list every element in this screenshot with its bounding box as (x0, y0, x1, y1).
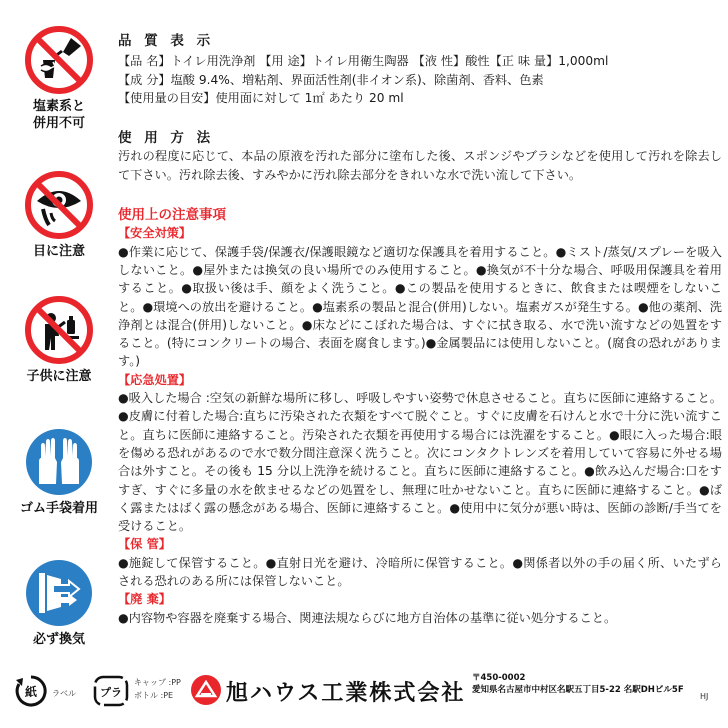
svg-text:紙: 紙 (24, 685, 38, 699)
rubber-gloves-block (0, 428, 118, 517)
child-caution-block (0, 296, 118, 385)
quality-line-2: 【成 分】塩酸 9.4%、増粘剤、界面活性剤(非イオン系)、除菌剤、香料、色素 (118, 72, 544, 87)
child-caution-label: 子供に注意 (26, 369, 92, 384)
quality-line-3: 【使用量の目安】使用面に対して 1㎡ あたり 20 ml (118, 90, 404, 105)
paper-label: ラベル (52, 689, 76, 698)
rubber-gloves-icon (25, 428, 93, 496)
storage-title: 【保 管】 (118, 537, 171, 552)
eye-caution-block (0, 171, 118, 260)
usage-title: 使 用 方 法 (118, 130, 215, 147)
company-logo-icon (190, 674, 222, 706)
ventilation-label: 必ず換気 (32, 632, 85, 647)
usage-text: 汚れの程度に応じて、本品の原液を汚れた部分に塗布した後、スポンジやブラシなどを使用して汚れを除去して下さい。汚れ除去後、すみやかに汚れ除去部分をきれいな水で洗い流して下さい。 (118, 149, 722, 182)
quality-line-1: 【品 名】トイレ用洗浄剤 【用 途】トイレ用衛生陶器 【液 性】酸性【正 味 量】1,000ml (118, 54, 609, 69)
safety-text: ●作業に応じて、保護手袋/保護衣/保護眼鏡など適切な保護具を着用すること。●ミスト/蒸気/スプレーを吸入しないこと。●屋外または換気の良い場所でのみ使用すること。●換気が不十分な場合、呼吸用保護具を着用すること。●取扱い後は手、顔をよく洗うこと。●この製品を使用するときに、飲食または喫煙をしないこと。●環境への放出を避けること。●塩素系の製品と混合(併用)しない。塩素ガスが発生する。●他の薬剤、洗浄剤とは混合(併用)しないこと。●床などにこぼれた場合は、すぐに拭き取る、水で洗い流すなどの処置をすること。(特にコンクリートの場合、表面を腐食します。)●金属製品には使用しないこと。(腐食の恐れがあります。) (118, 244, 722, 369)
paper-recycle-icon (14, 674, 48, 708)
ventilation-block (0, 559, 118, 648)
ventilation-icon (25, 559, 93, 627)
emergency-title: 【応急処置】 (118, 372, 192, 387)
disposal-title: 【廃 棄】 (118, 592, 171, 607)
safety-title: 【安全対策】 (118, 226, 192, 241)
storage-text: ●施錠して保管すること。●直射日光を避け、冷暗所に保管すること。●関係者以外の手の届く所、いたずらされる恐れのある所には保管しないこと。 (118, 555, 722, 589)
eye-caution-label: 目に注意 (32, 244, 85, 259)
quality-title: 品 質 表 示 (118, 33, 215, 49)
disposal-text: ●内容物や容器を廃棄する場合、関連法規ならびに地方自治体の基準に従い処分すること。 (118, 610, 617, 625)
cap-material: キャップ :PP (134, 678, 181, 687)
product-code: HJ (700, 692, 709, 701)
no-chlorine-mix-block (0, 26, 118, 132)
label-text-area (118, 0, 722, 627)
company-address (472, 672, 684, 696)
no-chlorine-mix-icon (25, 26, 93, 94)
emergency-text: ●吸入した場合 :空気の新鮮な場所に移し、呼吸しやすい姿勢で休息させること。直ちに医師に連絡すること。●皮膚に付着した場合:直ちに汚染された衣類をすべて脱ぐこと。すぐに皮膚を石けんと水で十分に洗い流すこと。直ちに医師に連絡すること。汚染された衣類を再使用する場合には洗濯をすること。●眼に入った場合:眼を傷める恐れがあるので水で数分間注意深く洗うこと。次にコンタクトレンズを着用していて容易に外せる場合は外すこと。その後も 15 分以上洗浄を続けること。直ちに医師に連絡すること。●飲み込んだ場合:口をすすぎ、すぐに多量の水を飲ませるなどの処置をし、無理に吐かせないこと。直ちに医師に連絡すること。●ばく露またはばく露の懸念がある場合、医師に連絡すること。●使用中に気分が悪い時は、医師の診断/手当てを受けること。 (118, 391, 722, 534)
child-caution-icon (25, 296, 93, 364)
address-line: 愛知県名古屋市中村区名駅五丁目5-22 名駅DHビル5F (472, 685, 684, 695)
cautions-title: 使用上の注意事項 (118, 207, 226, 224)
plastic-recycle-icon (92, 674, 130, 708)
company-name: 旭ハウス工業株式会社 (226, 681, 466, 706)
bottle-material: ボトル :PE (134, 691, 174, 700)
postal-code: 〒450-0002 (472, 673, 526, 683)
svg-text:プラ: プラ (100, 686, 122, 699)
eye-caution-icon (25, 171, 93, 239)
rubber-gloves-label: ゴム手袋着用 (19, 501, 98, 516)
no-chlorine-mix-label: 塩素系と 併用不可 (32, 99, 85, 131)
